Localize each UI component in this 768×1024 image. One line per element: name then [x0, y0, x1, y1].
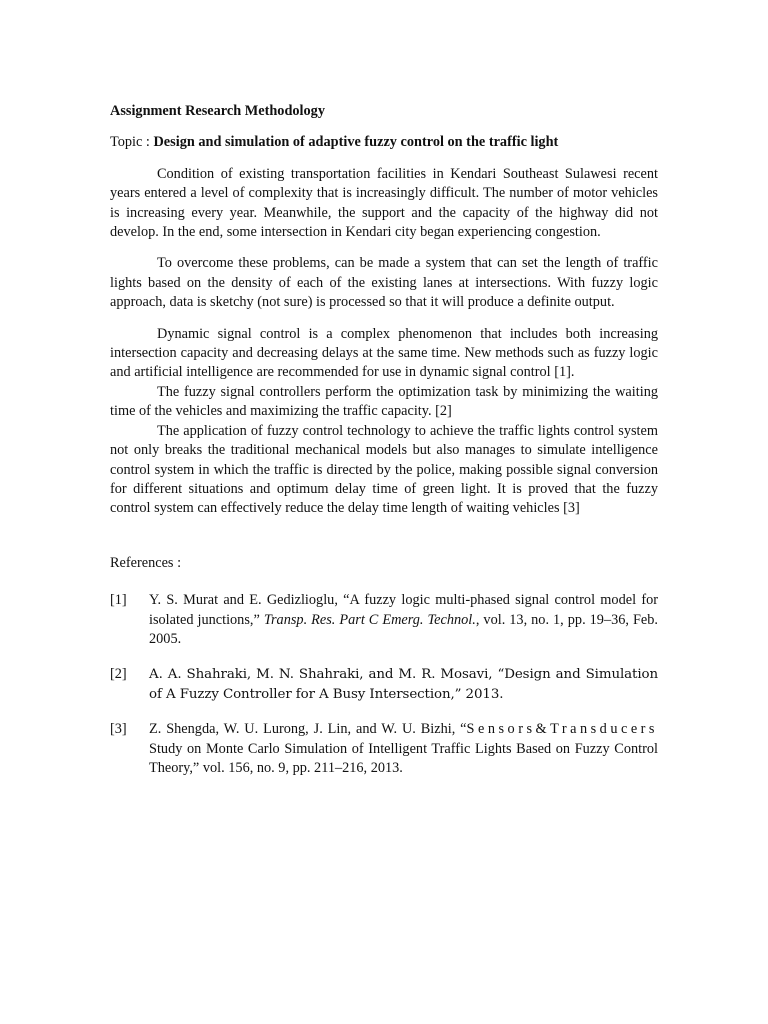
paragraph-4: The fuzzy signal controllers perform the optimization task by minimizing the waiting time of the vehicles and maximizing the traffic capacity. [2] — [110, 383, 658, 420]
reference-authors-title: Y. S. Murat and E. Gedizlioglu, “A fuzzy logic multi-phased signal control model for isolated junctions,” — [149, 592, 658, 628]
topic-label: Topic : — [110, 134, 154, 151]
reference-details: , vol. 13, no. 1, pp. 19–36, Feb. 2005. — [149, 611, 658, 647]
references-heading: References : — [110, 554, 182, 571]
document-page — [110, 102, 658, 794]
paragraph-1: Condition of existing transportation facilities in Kendari Southeast Sulawesi recent years entered a level of complexity that is increasingly difficult. The number of motor vehicles is increasing every year. Meanwhile, the support and the capacity of the highway did not develop. In the end, some intersection in Kendari city began experiencing congestion. — [110, 165, 658, 241]
reference-number: [1] — [110, 592, 127, 609]
topic-text: Design and simulation of adaptive fuzzy control on the traffic light — [153, 134, 559, 151]
reference-text: A. A. Shahraki, M. N. Shahraki, and M. R. Mosavi, “Design and Simulation of A Fuzzy Controller for A Busy Intersection,” 2013. — [149, 667, 658, 702]
reference-item-1 — [110, 591, 658, 649]
reference-number: [2] — [110, 666, 127, 683]
reference-number: [3] — [110, 721, 127, 738]
reference-details: Study on Monte Carlo Simulation of Intelligent Traffic Lights Based on Fuzzy Control Theory,” vol. 156, no. 9, pp. 211–216, 2013. — [149, 740, 658, 776]
paragraph-3: Dynamic signal control is a complex phenomenon that includes both increasing intersection capacity and decreasing delays at the same time. New methods such as fuzzy logic and artificial intelligence are recommended for use in dynamic signal control [1]. — [110, 325, 658, 381]
topic-line — [110, 133, 658, 152]
reference-text — [149, 720, 658, 778]
reference-authors: Z. Shengda, W. U. Lurong, J. Lin, and W. U. Bizhi, “ — [149, 721, 467, 738]
document-title: Assignment Research Methodology — [110, 103, 325, 119]
reference-text — [149, 591, 658, 649]
reference-venue: Transp. Res. Part C Emerg. Technol. — [263, 611, 476, 628]
reference-item-3 — [110, 720, 658, 778]
paragraph-2: To overcome these problems, can be made a system that can set the length of traffic lights based on the density of each of the existing lanes at intersections. With fuzzy logic approach, data is sketchy (not sure) is processed so that it will produce a definite output. — [110, 255, 658, 311]
paragraph-5: The application of fuzzy control technology to achieve the traffic lights control system not only breaks the traditional mechanical models but also manages to simulate intelligence control system in which the traffic is directed by the police, making possible signal conversion for different situations and optimum delay time of green light. It is proved that the fuzzy control system can effectively reduce the delay time length of waiting vehicles [3] — [110, 422, 658, 517]
reference-item-2 — [110, 665, 658, 704]
reference-journal: Sensors&Transducers — [466, 721, 658, 738]
